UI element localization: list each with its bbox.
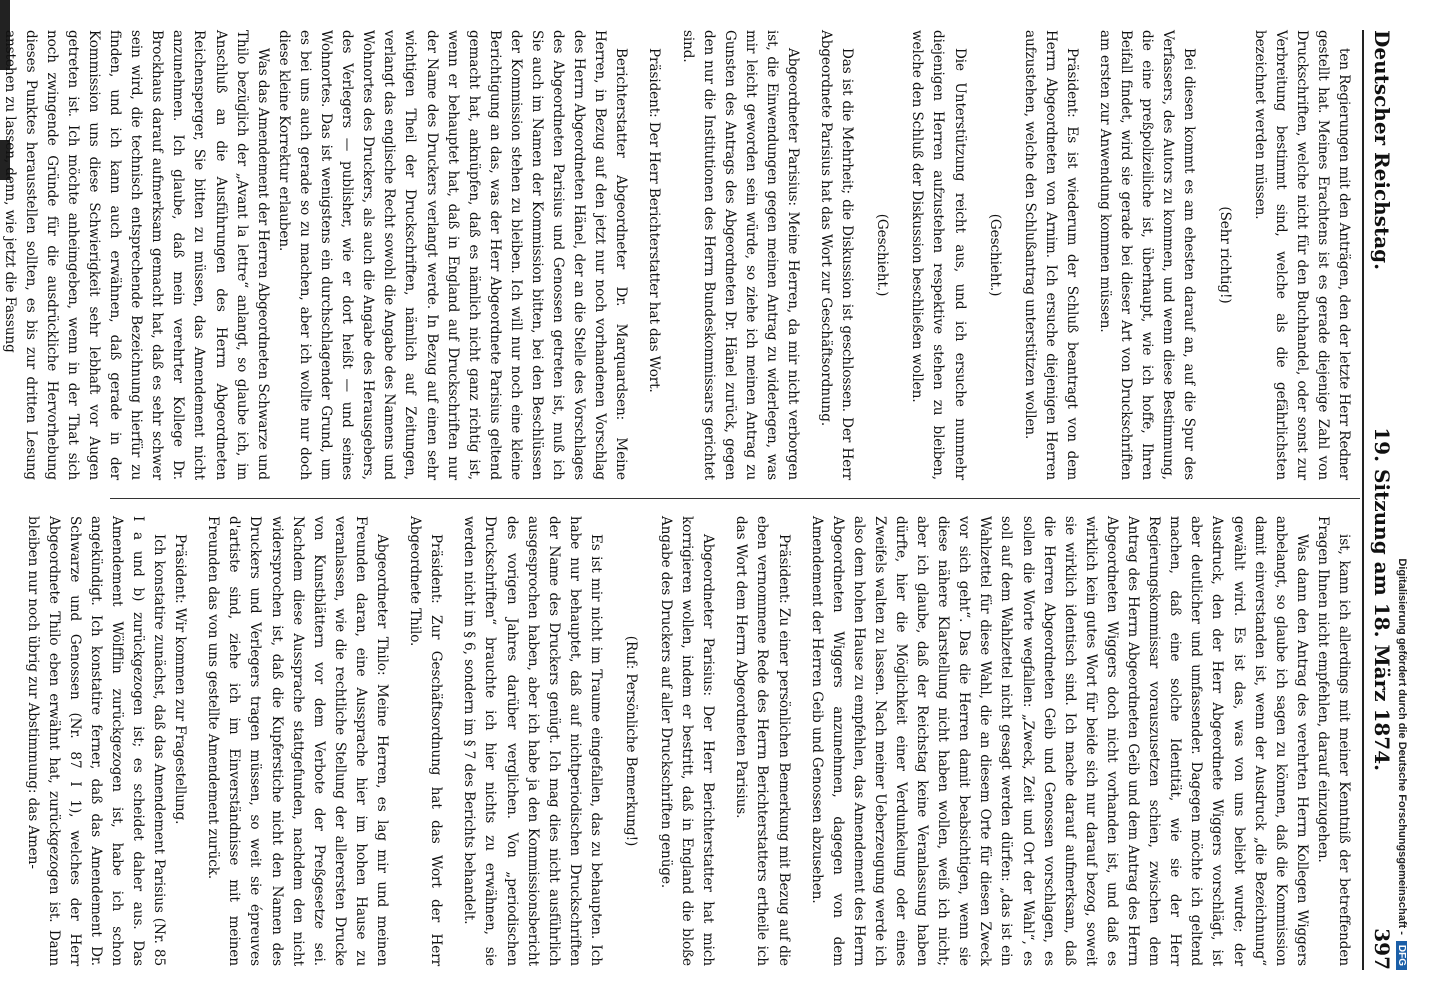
right-para: Es ist mir nicht im Traume eingefallen, das zu behaupten. Ich habe nur behauptet, daß auf nichtperiodischen Druckschriften der Name des Druckers genügt. Ich mag dies nicht ausführlich ausgesprochen haben, aber ich habe ja den Kommissionsbericht des vorigen Jahres darüber verglichen. Von „periodischen Druckschriften“ brauchte ich hier nichts zu erwähnen, sie werden nicht im § 6, sondern im § 7 des Berichts behandelt. [461, 516, 604, 966]
right-column [24, 516, 1354, 966]
column-divider [110, 498, 1360, 499]
rotated-page-content [1, 30, 1400, 970]
digitization-note [1392, 30, 1412, 970]
page-number: 397 [1370, 928, 1394, 970]
left-para: Was das Amendement der Herren Abgeordneten Schwarze und Thilo bezüglich der „Avant la lettre“ anlangt, so glaube ich, im Anschluß an die Ausführungen des Herrn Abgeordneten Reichensperger, Sie bitten zu müssen, das Amendement nicht anzunehmen. Ich glaube, daß mein verehrter Kollege Dr. Brockhaus darauf aufmerksam gemacht hat, daß es sehr schwer sein wird, die technisch entsprechende Bezeichnung hierfür zu finden, und ich kann auch erwähnen, daß gerade in der Kommission uns diese Schwierigkeit sehr lebhaft vor Augen getreten ist. Ich möchte anheimgeben, wenn in der That sich noch zwingende Gründe für die ausdrückliche Hervorhebung dieses Punktes herausstellen sollten, es bis zur dritten Lesung anstehen zu lassen, denn, wie jetzt die Fassung [1, 30, 271, 480]
right-para: Was dann den Antrag des verehrten Herrn Kollegen Wiggers anbelangt, so glaube ich sagen zu können, daß die Kommission damit einverstanden ist, wenn der Ausdruck „die Bezeichnung“ gewählt wird. Es ist das, was von uns beliebt wurde; der Ausdruck, den der Herr Abgeordnete Wiggers vorschlägt, ist aber deutlicher und umfassender. Dagegen möchte ich geltend machen, daß eine solche Identität, wie sie der Herr Regierungskommissar vorauszusetzen schien, zwischen dem Antrag des Herrn Abgeordneten Geib und dem Antrag des Herrn Abgeordneten Wiggers doch nicht vorhanden ist, und daß es wirklich kein gutes Wort für beide sich nur darauf bezog, soweit sie wirklich identisch sind. Ich mache darauf aufmerksam, daß die Herren Abgeordneten Geib und Genossen vorschlagen, es sollen die Worte wegfallen: „Zweck, Zeit und Ort der Wahl“, es soll auf dem Wahlzettel nicht gesagt werden dürfen: „das ist ein Wahlzettel für diese Wahl, die an diesem Orte für diesen Zweck vor sich geht“. Das die Herren damit beabsichtigen, wenn sie diese nähere Klarstellung nicht haben wollen, weiß ich nicht; aber ich glaube, daß der Reichstag keine Veranlassung haben dürfte, hier die Möglichkeit einer Verdunkelung oder eines Zweifels walten zu lassen. Nach meiner Ueberzeugung werde ich also dem hohen Hause zu empfehlen, das Amendement des Herrn Abgeordneten Wiggers anzunehmen, dagegen von dem Amendement der Herren Geib und Genossen abzusehen. [808, 516, 1310, 966]
speaker-para: Präsident: Wir kommen zur Fragestellung. [172, 534, 189, 825]
interjection: (Geschieht.) [986, 213, 1003, 297]
speaker-para: Abgeordneter Parisius: Der Herr Berichterstatter hat mich korrigieren wollen, indem er bestritt, daß in England die bloße Angabe des Druckers auf aller Druckschriften genüge. [658, 516, 717, 966]
digitization-text: Digitalisierung gefördert durch die Deutsche Forschungsgemeinschaft - [1396, 558, 1408, 935]
speaker-para: Abgeordneter Parisius: Meine Herren, da mir nicht verborgen ist, die Einwendungen gegen meinen Antrag zu widerlegen, was mir leicht geworden sein würde, so ziehe ich meinen Antrag zu Gunsten des Antrags des Abgeordneten Dr. Hänel zurück, gegen den nur die Institutionen des Herrn Bundeskommissars gerichtet sind. [679, 30, 802, 480]
left-column [1, 30, 1354, 480]
header-session: 19. Sitzung am 18. März 1874. [1370, 427, 1394, 772]
left-para: Das ist die Mehrheit; die Diskussion ist geschlossen. Der Herr Abgeordnete Parisius hat das Wort zur Geschäftsordnung. [818, 30, 856, 480]
interjection: (Sehr richtig!) [1216, 206, 1233, 304]
speaker-para: Präsident: Der Herr Berichterstatter hat das Wort. [646, 48, 663, 393]
left-para: ten Regierungen mit den Anträgen, den der letzte Herr Redner gestellt hat. Meines Erachtens ist es gerade diejenige Zahl von Druckschriften, welche nicht für den Buchhandel, oder sonst zur Verbreitung bestimmt sind, welche als die gefährlichsten bezeichnet werden müssen. [1251, 30, 1352, 480]
right-para: Ich konstatire zunächst, daß das Amendement Parisius (Nr. 85 I a und b) zurückgezogen ist; es scheidet daher aus. Das Amendement Wölfflin zurückgezogen ist, habe ich schon angekündigt. Ich konstatire ferner, daß das Amendement Dr. Schwarze und Genossen (Nr. 87 I 1), welches der Herr Abgeordnete Thilo eben erwähnt hat, zurückgezogen ist. Dann bleiben nur noch übrig zur Abstimmung: das Amen- [24, 516, 168, 966]
speaker-para: Berichterstatter Abgeordneter Dr. Marquardsen: Meine Herren, in Bezug auf den jetzt nur noch vorhandenen Vorschlag des Herrn Abgeordneten Hänel, der an die Stelle des Vorschlages des Abgeordneten Parisius und Genossen getreten ist, muß ich Sie auch im Namen der Kommission bitten, bei den Beschlüssen der Kommission stehen zu bleiben. Ich will nur noch eine kleine Berichtigung an das, was der Herr Abgeordnete Parisius geltend gemacht hat, anknüpfen, daß es nämlich nicht ganz richtig ist, wenn er behauptet hat, daß in England auf Druckschriften nur der Name des Druckers verlangt werde. In Bezug auf einen sehr wichtigen Theil der Druckschriften, nämlich auf Zeitungen, verlangt das englische Recht sowohl die Angabe des Namens und Wohnortes des Druckers, als auch die Angabe des Herausgebers, des Verlegers — publisher, wie er dort heißt — und seines Wohnortes. Das ist wenigstens ein durchschlagender Grund, um es bei uns auch gerade so zu machen, aber ich wollte nur doch diese kleine Korrektur erlauben. [275, 30, 630, 480]
speaker-para: Präsident: Es ist wiederum der Schluß beantragt von dem Herrn Abgeordneten von Arnim. Ich ersuche diejenigen Herren aufzustehen, welche den Schlußantrag unterstützen wollen. [1021, 30, 1080, 480]
header-left: Deutscher Reichstag. [1370, 30, 1394, 271]
left-para: Bei diesen kommt es am ehesten darauf an, auf die Spur des Verfassers, des Autors zu kommen, und wenn diese Bestimmung, die eine preßpolizeiliche ist, überhaupt, wie ich hoffe, Ihren Beifall findet, wird sie gerade bei dieser Art von Druckschriften am ersten zur Anwendung kommen müssen. [1097, 30, 1198, 480]
right-para: ist, kann ich allerdings mit meiner Kenntniß der betreffenden Fragen Ihnen nicht empfehlen, darauf einzugehen. [1314, 516, 1352, 966]
interjection: (Geschieht.) [874, 213, 891, 297]
interjection: (Ruf: Persönliche Bemerkung!) [623, 635, 639, 847]
dfg-logo: DFG [1397, 941, 1408, 970]
speaker-para: Präsident: Zur Geschäftsordnung hat das Wort der Herr Abgeordnete Thilo. [407, 516, 445, 966]
left-para: Die Unterstützung reicht aus, und ich ersuche nunmehr diejenigen Herren aufzustehen respektive stehen zu bleiben, welche den Schluß der Diskussion beschließen wollen. [909, 30, 968, 480]
speaker-para: Präsident: Zu einer persönlichen Bemerkung mit Bezug auf die eben vernommene Rede des Herrn Berichterstatters ertheile ich das Wort dem Herrn Abgeordneten Parisius. [733, 516, 792, 966]
speaker-para: Abgeordneter Thilo: Meine Herren, es lag mir und meinen Freunden daran, eine Aussprache hier im hohen Hause zu veranlassen, wie die rechtliche Stellung der allerersten Drucke von Kunstblättern vor dem Verbote der Preßgesetze sei. Nachdem diese Aussprache stattgefunden, nachdem den nicht widersprochen ist, daß die Kupferstiche nicht den Namen des Druckers und Verlegers tragen müssen, so weit sie épreuves d'artiste sind, ziehe ich im Einverständnisse mit meinen Freunden das von uns gestellte Amendement zurück. [205, 516, 391, 966]
